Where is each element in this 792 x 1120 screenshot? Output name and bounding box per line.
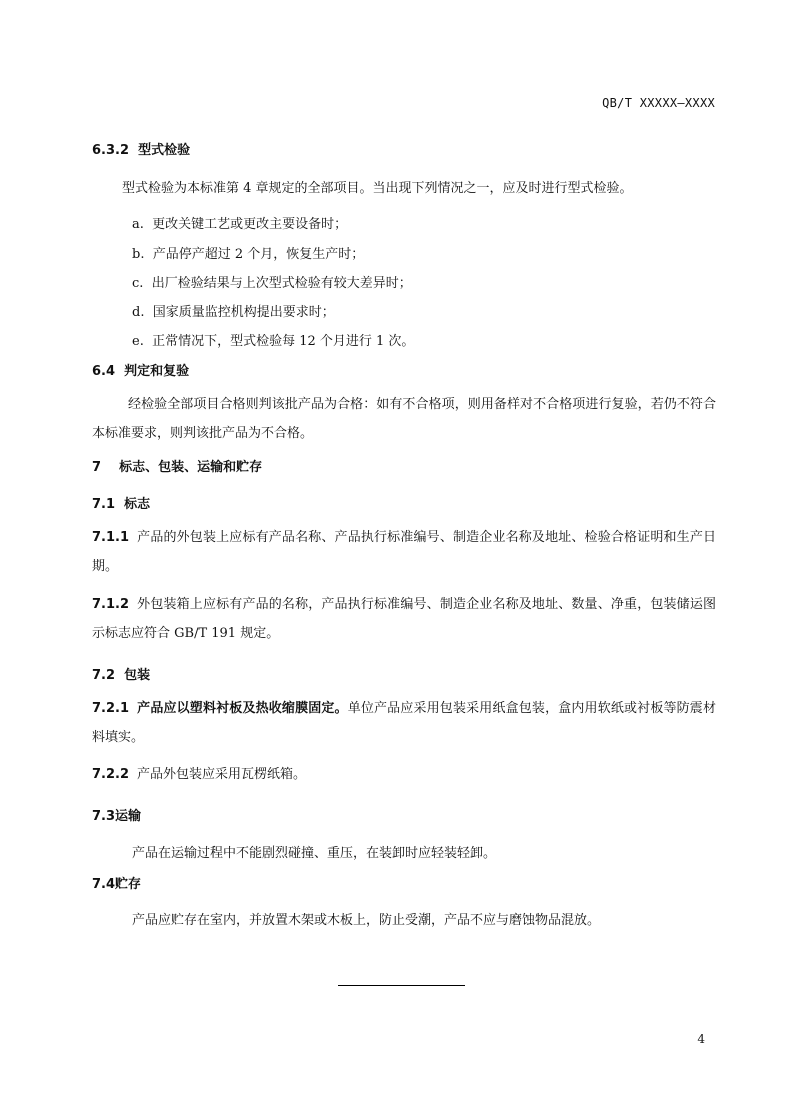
clause-text: 外包装箱上应标有产品的名称，产品执行标准编号、制造企业名称及地址、数量、净重，包装储运图示标志应符合 GB/T 191 规定。: [92, 597, 716, 641]
list-text: 正常情况下，型式检验每 12 个月进行 1 次。: [152, 334, 415, 349]
paragraph-7-2-2: [92, 760, 716, 789]
list-item-b: [132, 243, 364, 262]
heading-number: 7.1: [92, 497, 116, 512]
clause-bold-text: 产品应以塑料衬板及热收缩膜固定。: [137, 701, 348, 716]
list-item-e: [132, 330, 414, 349]
list-text: 产品停产超过 2 个月，恢复生产时；: [152, 247, 365, 262]
heading-title: 标志: [124, 497, 151, 512]
list-text: 国家质量监控机构提出要求时；: [152, 305, 335, 320]
heading-title: 型式检验: [138, 143, 191, 158]
transport-paragraph: 产品在运输过程中不能剧烈碰撞、重压，在装卸时应轻装轻卸。: [132, 846, 497, 861]
list-item-d: [132, 301, 335, 320]
heading-title: 判定和复验: [124, 364, 190, 379]
heading-number: 7.3: [92, 809, 116, 824]
heading-number: 7.4: [92, 877, 116, 892]
judgement-paragraph: 经检验全部项目合格则判该批产品为合格：如有不合格项，则用备样对不合格项进行复验，若仍不符合本标准要求，则判该批产品为不合格。: [92, 397, 716, 441]
list-item-c: [132, 272, 412, 291]
heading-number: 6.3.2: [92, 143, 130, 158]
list-marker: d.: [132, 305, 145, 320]
paragraph-7-1-2: [92, 590, 716, 648]
heading-title: 运输: [115, 809, 142, 824]
clause-text: 单位产品应采用包装采用纸盒包装，盒内用软纸或衬板等防震材料填实。: [92, 701, 716, 745]
heading-7-1: [92, 493, 150, 512]
heading-title: 包装: [124, 668, 151, 683]
heading-7-2: [92, 664, 150, 683]
list-marker: c.: [132, 276, 144, 291]
list-text: 更改关键工艺或更改主要设备时；: [152, 217, 348, 232]
storage-paragraph: 产品应贮存在室内，并放置木架或木板上，防止受潮，产品不应与磨蚀物品混放。: [132, 913, 601, 928]
end-of-document-line: [338, 985, 465, 986]
heading-6-4: [92, 360, 189, 379]
paragraph-7-1-1: [92, 523, 716, 581]
heading-7: [92, 456, 262, 475]
heading-number: 7.2: [92, 668, 116, 683]
heading-7-4: [92, 873, 141, 892]
list-item-a: [132, 213, 347, 232]
heading-title: 标志、包装、运输和贮存: [119, 460, 263, 475]
list-marker: e.: [132, 334, 144, 349]
clause-text: 产品外包装应采用瓦楞纸箱。: [137, 767, 307, 782]
clause-number: 7.1.2: [92, 597, 130, 612]
clause-number: 7.1.1: [92, 530, 130, 545]
page-number: 4: [697, 1032, 705, 1046]
type-test-intro: 型式检验为本标准第 4 章规定的全部项目。当出现下列情况之一，应及时进行型式检验。: [122, 181, 633, 196]
paragraph-7-2-1: [92, 694, 716, 752]
heading-number: 6.4: [92, 364, 116, 379]
standard-code-header: QB/T XXXXX—XXXX: [602, 96, 715, 110]
heading-7-3: [92, 805, 141, 824]
clause-number: 7.2.2: [92, 767, 130, 782]
heading-6-3-2: [92, 139, 190, 158]
clause-number: 7.2.1: [92, 701, 130, 716]
list-marker: b.: [132, 247, 145, 262]
heading-number: 7: [92, 460, 102, 475]
clause-text: 产品的外包装上应标有产品名称、产品执行标准编号、制造企业名称及地址、检验合格证明和生产日期。: [92, 530, 716, 574]
list-text: 出厂检验结果与上次型式检验有较大差异时；: [151, 276, 412, 291]
heading-title: 贮存: [115, 877, 142, 892]
list-marker: a.: [132, 217, 144, 232]
